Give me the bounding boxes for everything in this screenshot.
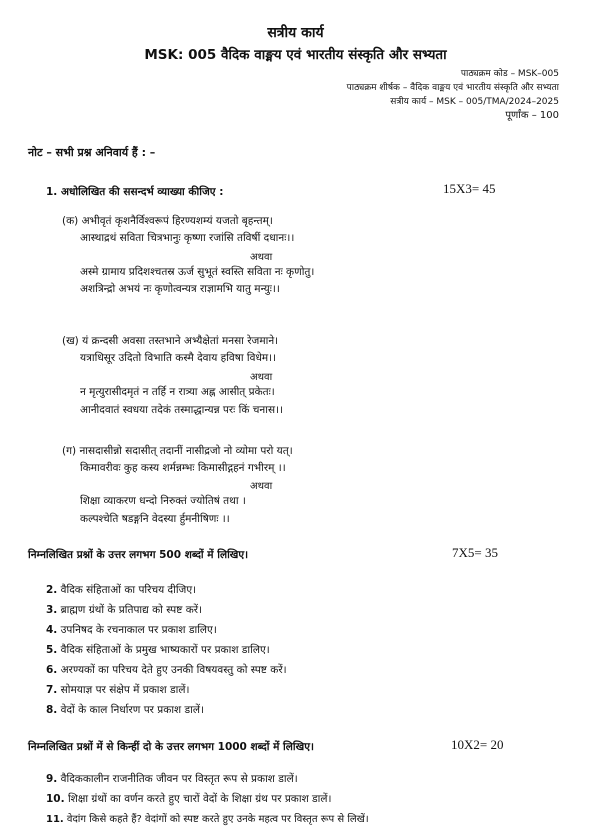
- document-title: सत्रीय कार्य: [267, 25, 324, 41]
- section1-marks: 15X3= 45: [443, 181, 496, 196]
- question-item: 11. वेदांग किसे कहते हैं? वेदांगों को स्पष्ट करते हुए उनके महत्व पर विस्तृत रूप से लिखें।: [46, 814, 369, 825]
- course-subtitle: MSK: 005 वैदिक वाङ्मय एवं भारतीय संस्कृति और सभ्यता: [144, 47, 447, 63]
- question-item: 2. वैदिक संहिताओं का परिचय दीजिए।: [46, 584, 197, 596]
- total-marks: पूर्णांक – 100: [505, 110, 559, 121]
- verse-b-alt1: न मृत्युरासीदमृतं न तर्हि न रात्र्या अह्न आसीत् प्रकेतः।: [80, 386, 275, 398]
- question-item: 4. उपनिषद के रचनाकाल पर प्रकाश डालिए।: [46, 624, 217, 636]
- question-item: 9. वैदिककालीन राजनीतिक जीवन पर विस्तृत रूप से प्रकाश डालें।: [46, 773, 298, 785]
- verse-c-or: अथवा: [250, 481, 273, 492]
- section3-marks: 10X2= 20: [451, 737, 504, 752]
- verse-b-alt2: आनीदवातं स्वधया तदेकं तस्माद्धान्यन्न परः किं चनास।।: [80, 404, 284, 416]
- verse-b-line1: (ख) यं क्रन्दसी अवसा तस्तभाने अभ्यैक्षेतां मनसा रेजमाने।: [62, 335, 279, 347]
- question-item: 7. सोमयाज्ञ पर संक्षेप में प्रकाश डालें।: [46, 684, 190, 696]
- section2-heading: निम्नलिखित प्रश्नों के उत्तर लगभग 500 शब्दों में लिखिए।: [28, 549, 249, 561]
- verse-a-alt2: अशत्रिन्द्रो अभयं नः कृणोत्वन्यत्र राज्ञामभि यातु मन्युः।।: [80, 283, 280, 295]
- verse-a-alt1: अस्मे ग्रामाय प्रदिशश्चतस्र ऊर्ज सुभूतं स्वस्ति सविता नः कृणोतु।: [80, 266, 315, 278]
- question-item: 6. अरण्यकों का परिचय देते हुए उनकी विषयवस्तु को स्पष्ट करें।: [46, 664, 287, 676]
- course-title-line: पाठ्यक्रम शीर्षक – वैदिक वाङ्मय एवं भारतीय संस्कृति और सभ्यता: [346, 83, 559, 93]
- assignment-code: सत्रीय कार्य – MSK – 005/TMA/2024–2025: [390, 97, 559, 107]
- section3-heading: निम्नलिखित प्रश्नों में से किन्हीं दो के उत्तर लगभग 1000 शब्दों में लिखिए।: [28, 741, 314, 753]
- section1-heading: 1. अधोलिखित की ससन्दर्भ व्याख्या कीजिए :: [46, 186, 224, 198]
- verse-a-line1: (क) अभीवृतं कृशनैर्विश्वरूपं हिरण्यशम्यं यजतो बृहन्तम्।: [62, 215, 273, 227]
- verse-b-line2: यत्राधिसूर उदितो विभाति कस्मै देवाय हविषा विधेम।।: [80, 352, 277, 364]
- question-item: 10. शिक्षा ग्रंथों का वर्णन करते हुए चारों वेदों के शिक्षा ग्रंथ पर प्रकाश डालें।: [46, 793, 332, 805]
- verse-c-alt1: शिक्षा व्याकरण धन्दो निरुक्तं ज्योतिषं तथा ।: [80, 495, 246, 507]
- verse-a-or: अथवा: [250, 252, 273, 263]
- verse-c-line2: किमावरीवः कुह कस्य शर्मन्नम्भः किमासीद्गहनं गभीरम् ।।: [80, 462, 286, 474]
- verse-b-or: अथवा: [250, 372, 273, 383]
- verse-c-alt2: कल्पश्चेति षडङ्गनि वेदस्या र्हुमनीषिणः ।।: [80, 513, 230, 525]
- question-item: 3. ब्राह्मण ग्रंथों के प्रतिपाद्य को स्पष्ट करें।: [46, 604, 203, 616]
- instructions-note: नोट – सभी प्रश्न अनिवार्य हैं : –: [28, 146, 156, 159]
- question-item: 8. वेदों के काल निर्धारण पर प्रकाश डालें।: [46, 704, 204, 716]
- course-code: पाठ्यक्रम कोड – MSK–005: [460, 69, 559, 79]
- question-item: 5. वैदिक संहिताओं के प्रमुख भाष्यकारों पर प्रकाश डालिए।: [46, 644, 270, 656]
- section2-marks: 7X5= 35: [452, 545, 498, 560]
- verse-c-line1: (ग) नासदासीन्नो सदासीत् तदानीं नासीद्रजो नो व्योमा परो यत्।: [62, 445, 293, 457]
- verse-a-line2: आस्थाद्रथं सविता चित्रभानुः कृष्णा रजांसि तविषीं दधानः।।: [80, 232, 295, 244]
